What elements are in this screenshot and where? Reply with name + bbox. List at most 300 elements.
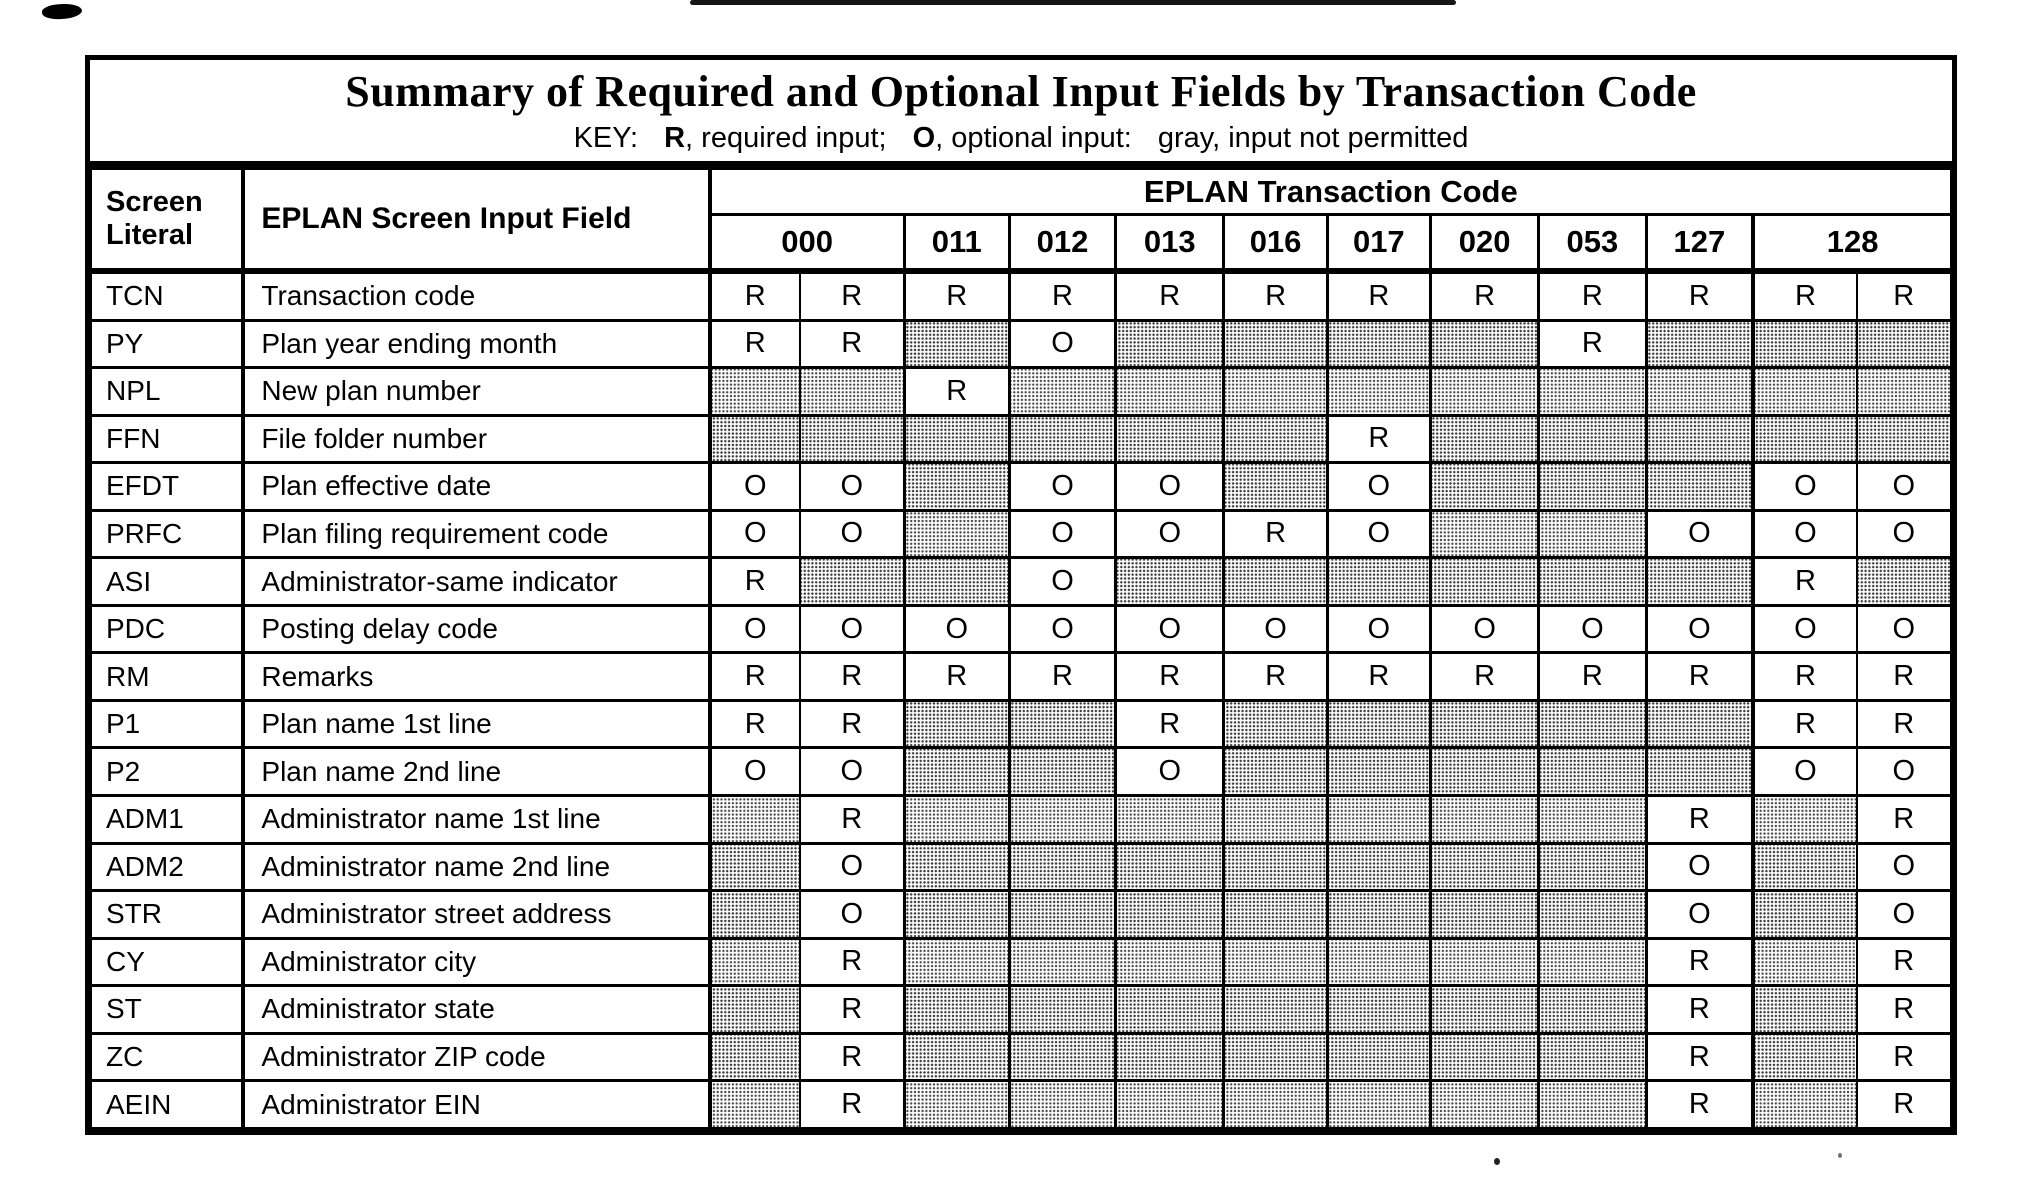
cell-value-TCN-020: R <box>1430 271 1538 321</box>
screen-literal-cell: ADM1 <box>91 796 243 844</box>
cell-not-permitted-P2-017 <box>1327 748 1430 796</box>
cell-not-permitted-CY-016 <box>1224 938 1327 986</box>
cell-value-ASI-128a: R <box>1753 558 1856 606</box>
cell-not-permitted-PY-013 <box>1116 320 1224 368</box>
cell-value-PDC-016: O <box>1224 605 1327 653</box>
cell-not-permitted-ADM2-012 <box>1009 843 1115 891</box>
cell-value-PDC-020: O <box>1430 605 1538 653</box>
cell-not-permitted-AEIN-013 <box>1116 1081 1224 1129</box>
cell-not-permitted-P2-053 <box>1539 748 1646 796</box>
code-header-020: 020 <box>1430 215 1538 271</box>
cell-value-EFDT-000a: O <box>710 463 800 511</box>
cell-value-ASI-000a: R <box>710 558 800 606</box>
cell-value-ADM1-000b: R <box>800 796 904 844</box>
cell-value-RM-053: R <box>1539 653 1646 701</box>
cell-not-permitted-ZC-017 <box>1327 1033 1430 1081</box>
cell-value-TCN-000b: R <box>800 271 904 321</box>
cell-not-permitted-NPL-128a <box>1753 368 1856 416</box>
screen-literal-cell: ST <box>91 986 243 1034</box>
cell-not-permitted-P1-053 <box>1539 700 1646 748</box>
cell-value-ZC-000b: R <box>800 1033 904 1081</box>
table-row-ADM1 <box>91 796 1951 844</box>
cell-not-permitted-ASI-013 <box>1116 558 1224 606</box>
cell-not-permitted-ST-011 <box>904 986 1009 1034</box>
cell-value-PRFC-000a: O <box>710 510 800 558</box>
cell-not-permitted-ST-020 <box>1430 986 1538 1034</box>
input-field-name-cell: File folder number <box>243 415 709 463</box>
cell-value-PRFC-128b: O <box>1857 510 1951 558</box>
cell-value-CY-127: R <box>1646 938 1753 986</box>
cell-value-TCN-053: R <box>1539 271 1646 321</box>
table-row-PDC <box>91 605 1951 653</box>
cell-not-permitted-PY-020 <box>1430 320 1538 368</box>
cell-value-STR-128b: O <box>1857 891 1951 939</box>
cell-not-permitted-AEIN-016 <box>1224 1081 1327 1129</box>
cell-value-PY-000a: R <box>710 320 800 368</box>
cell-not-permitted-FFN-000a <box>710 415 800 463</box>
cell-value-ADM1-128b: R <box>1857 796 1951 844</box>
code-header-012: 012 <box>1009 215 1115 271</box>
cell-not-permitted-AEIN-017 <box>1327 1081 1430 1129</box>
cell-value-FFN-017: R <box>1327 415 1430 463</box>
cell-value-P1-000b: R <box>800 700 904 748</box>
cell-not-permitted-ST-000a <box>710 986 800 1034</box>
column-header-screen-literal <box>91 169 243 271</box>
screen-literal-cell: P1 <box>91 700 243 748</box>
table-row-PY <box>91 320 1951 368</box>
screen-literal-line1: Screen <box>106 185 203 218</box>
cell-value-EFDT-013: O <box>1116 463 1224 511</box>
cell-not-permitted-NPL-017 <box>1327 368 1430 416</box>
cell-not-permitted-STR-020 <box>1430 891 1538 939</box>
input-field-name-cell: Administrator name 2nd line <box>243 843 709 891</box>
cell-value-PDC-127: O <box>1646 605 1753 653</box>
cell-not-permitted-ADM2-013 <box>1116 843 1224 891</box>
cell-value-ADM2-127: O <box>1646 843 1753 891</box>
summary-table-frame <box>85 55 1957 1135</box>
key-gray-text: gray, input not permitted <box>1157 122 1469 154</box>
cell-value-EFDT-017: O <box>1327 463 1430 511</box>
cell-not-permitted-ZC-013 <box>1116 1033 1224 1081</box>
cell-value-TCN-128b: R <box>1857 271 1951 321</box>
table-row-EFDT <box>91 463 1951 511</box>
title-block <box>90 60 1952 167</box>
cell-value-RM-011: R <box>904 653 1009 701</box>
cell-value-PY-012: O <box>1009 320 1115 368</box>
cell-value-PRFC-128a: O <box>1753 510 1856 558</box>
cell-not-permitted-ADM1-053 <box>1539 796 1646 844</box>
cell-not-permitted-EFDT-053 <box>1539 463 1646 511</box>
input-field-name-cell: Administrator street address <box>243 891 709 939</box>
cell-value-RM-016: R <box>1224 653 1327 701</box>
code-header-011: 011 <box>904 215 1009 271</box>
cell-value-PRFC-012: O <box>1009 510 1115 558</box>
input-field-name-cell: Administrator city <box>243 938 709 986</box>
cell-not-permitted-NPL-020 <box>1430 368 1538 416</box>
cell-not-permitted-P2-020 <box>1430 748 1538 796</box>
cell-not-permitted-ZC-128a <box>1753 1033 1856 1081</box>
cell-value-P1-013: R <box>1116 700 1224 748</box>
cell-not-permitted-P1-016 <box>1224 700 1327 748</box>
cell-not-permitted-P1-011 <box>904 700 1009 748</box>
cell-not-permitted-CY-013 <box>1116 938 1224 986</box>
input-field-name-cell: Administrator ZIP code <box>243 1033 709 1081</box>
cell-not-permitted-ADM1-017 <box>1327 796 1430 844</box>
cell-value-PDC-013: O <box>1116 605 1224 653</box>
cell-not-permitted-CY-011 <box>904 938 1009 986</box>
cell-not-permitted-PRFC-020 <box>1430 510 1538 558</box>
input-field-name-cell: Administrator name 1st line <box>243 796 709 844</box>
cell-not-permitted-PRFC-011 <box>904 510 1009 558</box>
screen-literal-cell: P2 <box>91 748 243 796</box>
cell-value-RM-128a: R <box>1753 653 1856 701</box>
cell-not-permitted-ADM1-016 <box>1224 796 1327 844</box>
cell-not-permitted-AEIN-011 <box>904 1081 1009 1129</box>
input-field-name-cell: Remarks <box>243 653 709 701</box>
cell-not-permitted-PY-016 <box>1224 320 1327 368</box>
cell-not-permitted-FFN-000b <box>800 415 904 463</box>
cell-value-RM-000b: R <box>800 653 904 701</box>
cell-value-RM-127: R <box>1646 653 1753 701</box>
cell-value-PDC-012: O <box>1009 605 1115 653</box>
cell-not-permitted-P1-020 <box>1430 700 1538 748</box>
cell-not-permitted-P2-016 <box>1224 748 1327 796</box>
table-row-PRFC <box>91 510 1951 558</box>
cell-not-permitted-P1-127 <box>1646 700 1753 748</box>
cell-value-EFDT-012: O <box>1009 463 1115 511</box>
cell-not-permitted-P2-011 <box>904 748 1009 796</box>
table-row-ASI <box>91 558 1951 606</box>
screen-literal-cell: NPL <box>91 368 243 416</box>
cell-not-permitted-ADM1-020 <box>1430 796 1538 844</box>
cell-not-permitted-ADM2-000a <box>710 843 800 891</box>
input-field-name-cell: Plan name 1st line <box>243 700 709 748</box>
cell-value-ADM2-000b: O <box>800 843 904 891</box>
table-row-FFN <box>91 415 1951 463</box>
cell-not-permitted-ST-128a <box>1753 986 1856 1034</box>
cell-value-PDC-017: O <box>1327 605 1430 653</box>
cell-not-permitted-EFDT-011 <box>904 463 1009 511</box>
input-fields-table <box>90 167 1952 1130</box>
cell-not-permitted-ADM2-011 <box>904 843 1009 891</box>
cell-not-permitted-ADM2-017 <box>1327 843 1430 891</box>
table-row-AEIN <box>91 1081 1951 1129</box>
cell-value-P1-128b: R <box>1857 700 1951 748</box>
cell-not-permitted-FFN-053 <box>1539 415 1646 463</box>
cell-not-permitted-ASI-020 <box>1430 558 1538 606</box>
cell-not-permitted-CY-000a <box>710 938 800 986</box>
cell-value-STR-127: O <box>1646 891 1753 939</box>
cell-not-permitted-ASI-053 <box>1539 558 1646 606</box>
input-field-name-cell: Plan effective date <box>243 463 709 511</box>
code-header-017: 017 <box>1327 215 1430 271</box>
cell-not-permitted-ADM1-000a <box>710 796 800 844</box>
cell-not-permitted-ZC-016 <box>1224 1033 1327 1081</box>
cell-not-permitted-FFN-128b <box>1857 415 1951 463</box>
cell-value-EFDT-128b: O <box>1857 463 1951 511</box>
screen-literal-cell: FFN <box>91 415 243 463</box>
header-row-groups <box>91 169 1951 215</box>
cell-not-permitted-ST-017 <box>1327 986 1430 1034</box>
cell-not-permitted-AEIN-012 <box>1009 1081 1115 1129</box>
cell-not-permitted-EFDT-016 <box>1224 463 1327 511</box>
table-row-ZC <box>91 1033 1951 1081</box>
table-row-CY <box>91 938 1951 986</box>
cell-not-permitted-AEIN-128a <box>1753 1081 1856 1129</box>
input-field-name-cell: Administrator state <box>243 986 709 1034</box>
input-field-name-cell: Plan filing requirement code <box>243 510 709 558</box>
screen-literal-line2: Literal <box>106 218 194 251</box>
cell-value-ST-000b: R <box>800 986 904 1034</box>
screen-literal-cell: AEIN <box>91 1081 243 1129</box>
cell-value-AEIN-128b: R <box>1857 1081 1951 1129</box>
cell-not-permitted-STR-017 <box>1327 891 1430 939</box>
cell-not-permitted-NPL-000b <box>800 368 904 416</box>
cell-not-permitted-PY-128b <box>1857 320 1951 368</box>
cell-value-TCN-016: R <box>1224 271 1327 321</box>
cell-not-permitted-ADM1-013 <box>1116 796 1224 844</box>
cell-value-RM-128b: R <box>1857 653 1951 701</box>
cell-value-PRFC-016: R <box>1224 510 1327 558</box>
cell-not-permitted-ADM1-012 <box>1009 796 1115 844</box>
cell-not-permitted-ADM2-016 <box>1224 843 1327 891</box>
cell-value-P1-128a: R <box>1753 700 1856 748</box>
cell-not-permitted-STR-053 <box>1539 891 1646 939</box>
scan-noise <box>1838 1153 1842 1158</box>
cell-not-permitted-ASI-016 <box>1224 558 1327 606</box>
cell-not-permitted-PY-127 <box>1646 320 1753 368</box>
table-row-ST <box>91 986 1951 1034</box>
cell-not-permitted-STR-012 <box>1009 891 1115 939</box>
cell-not-permitted-ZC-011 <box>904 1033 1009 1081</box>
cell-value-PRFC-000b: O <box>800 510 904 558</box>
cell-not-permitted-FFN-011 <box>904 415 1009 463</box>
cell-not-permitted-ST-016 <box>1224 986 1327 1034</box>
key-required-symbol: R <box>664 122 686 154</box>
screen-literal-cell: PRFC <box>91 510 243 558</box>
screen-literal-cell: CY <box>91 938 243 986</box>
cell-not-permitted-ZC-000a <box>710 1033 800 1081</box>
cell-not-permitted-ASI-000b <box>800 558 904 606</box>
cell-value-PDC-128a: O <box>1753 605 1856 653</box>
column-header-input-field: EPLAN Screen Input Field <box>243 169 709 271</box>
table-row-P1 <box>91 700 1951 748</box>
cell-value-PY-000b: R <box>800 320 904 368</box>
cell-not-permitted-NPL-053 <box>1539 368 1646 416</box>
cell-value-ADM1-127: R <box>1646 796 1753 844</box>
key-prefix: KEY: <box>573 122 639 154</box>
cell-value-EFDT-000b: O <box>800 463 904 511</box>
cell-not-permitted-NPL-013 <box>1116 368 1224 416</box>
code-header-016: 016 <box>1224 215 1327 271</box>
cell-not-permitted-P1-012 <box>1009 700 1115 748</box>
cell-value-P2-000a: O <box>710 748 800 796</box>
cell-not-permitted-P1-017 <box>1327 700 1430 748</box>
input-field-name-cell: Administrator-same indicator <box>243 558 709 606</box>
screen-literal-cell: RM <box>91 653 243 701</box>
cell-not-permitted-NPL-016 <box>1224 368 1327 416</box>
cell-not-permitted-AEIN-000a <box>710 1081 800 1129</box>
cell-value-AEIN-127: R <box>1646 1081 1753 1129</box>
cell-not-permitted-STR-013 <box>1116 891 1224 939</box>
cell-not-permitted-AEIN-020 <box>1430 1081 1538 1129</box>
cell-value-ST-127: R <box>1646 986 1753 1034</box>
cell-not-permitted-NPL-012 <box>1009 368 1115 416</box>
input-field-name-cell: Administrator EIN <box>243 1081 709 1129</box>
cell-value-P2-128a: O <box>1753 748 1856 796</box>
cell-not-permitted-PY-017 <box>1327 320 1430 368</box>
cell-value-PRFC-017: O <box>1327 510 1430 558</box>
cell-value-TCN-013: R <box>1116 271 1224 321</box>
cell-not-permitted-ST-013 <box>1116 986 1224 1034</box>
table-row-TCN <box>91 271 1951 321</box>
cell-value-RM-017: R <box>1327 653 1430 701</box>
cell-value-TCN-128a: R <box>1753 271 1856 321</box>
cell-value-ST-128b: R <box>1857 986 1951 1034</box>
cell-not-permitted-FFN-013 <box>1116 415 1224 463</box>
cell-not-permitted-ZC-012 <box>1009 1033 1115 1081</box>
cell-value-P2-000b: O <box>800 748 904 796</box>
cell-not-permitted-PY-128a <box>1753 320 1856 368</box>
scan-noise <box>1494 1158 1500 1165</box>
table-row-STR <box>91 891 1951 939</box>
cell-value-NPL-011: R <box>904 368 1009 416</box>
cell-not-permitted-ZC-053 <box>1539 1033 1646 1081</box>
cell-value-ZC-128b: R <box>1857 1033 1951 1081</box>
cell-value-PDC-000a: O <box>710 605 800 653</box>
input-field-name-cell: Posting delay code <box>243 605 709 653</box>
code-header-128: 128 <box>1753 215 1951 271</box>
cell-not-permitted-NPL-128b <box>1857 368 1951 416</box>
cell-value-PRFC-127: O <box>1646 510 1753 558</box>
cell-not-permitted-STR-011 <box>904 891 1009 939</box>
cell-not-permitted-ADM1-128a <box>1753 796 1856 844</box>
cell-not-permitted-CY-017 <box>1327 938 1430 986</box>
cell-not-permitted-ADM2-020 <box>1430 843 1538 891</box>
cell-value-TCN-017: R <box>1327 271 1430 321</box>
cell-value-CY-128b: R <box>1857 938 1951 986</box>
cell-not-permitted-STR-128a <box>1753 891 1856 939</box>
input-field-name-cell: New plan number <box>243 368 709 416</box>
screen-literal-cell: TCN <box>91 271 243 321</box>
scan-noise <box>690 0 1456 5</box>
cell-value-AEIN-000b: R <box>800 1081 904 1129</box>
screen-literal-cell: PDC <box>91 605 243 653</box>
cell-value-ASI-012: O <box>1009 558 1115 606</box>
cell-not-permitted-ST-012 <box>1009 986 1115 1034</box>
cell-not-permitted-ST-053 <box>1539 986 1646 1034</box>
cell-not-permitted-NPL-127 <box>1646 368 1753 416</box>
cell-value-RM-020: R <box>1430 653 1538 701</box>
cell-value-TCN-127: R <box>1646 271 1753 321</box>
key-optional-symbol: O <box>912 122 936 154</box>
cell-not-permitted-AEIN-053 <box>1539 1081 1646 1129</box>
cell-not-permitted-P2-012 <box>1009 748 1115 796</box>
cell-not-permitted-ADM2-128a <box>1753 843 1856 891</box>
code-header-013: 013 <box>1116 215 1224 271</box>
cell-not-permitted-FFN-012 <box>1009 415 1115 463</box>
input-field-name-cell: Plan name 2nd line <box>243 748 709 796</box>
cell-not-permitted-PRFC-053 <box>1539 510 1646 558</box>
cell-value-PY-053: R <box>1539 320 1646 368</box>
cell-not-permitted-PY-011 <box>904 320 1009 368</box>
cell-value-RM-013: R <box>1116 653 1224 701</box>
cell-value-TCN-012: R <box>1009 271 1115 321</box>
input-field-name-cell: Transaction code <box>243 271 709 321</box>
cell-value-CY-000b: R <box>800 938 904 986</box>
table-row-P2 <box>91 748 1951 796</box>
cell-not-permitted-STR-016 <box>1224 891 1327 939</box>
screen-literal-cell: ADM2 <box>91 843 243 891</box>
screen-literal-cell: STR <box>91 891 243 939</box>
cell-not-permitted-FFN-020 <box>1430 415 1538 463</box>
cell-not-permitted-FFN-016 <box>1224 415 1327 463</box>
table-row-NPL <box>91 368 1951 416</box>
cell-not-permitted-EFDT-020 <box>1430 463 1538 511</box>
cell-value-ADM2-128b: O <box>1857 843 1951 891</box>
scan-noise <box>42 3 83 21</box>
cell-not-permitted-CY-020 <box>1430 938 1538 986</box>
cell-not-permitted-NPL-000a <box>710 368 800 416</box>
legend-key <box>90 120 1952 156</box>
table-row-RM <box>91 653 1951 701</box>
cell-value-RM-012: R <box>1009 653 1115 701</box>
cell-value-PDC-053: O <box>1539 605 1646 653</box>
cell-not-permitted-EFDT-127 <box>1646 463 1753 511</box>
cell-not-permitted-ASI-128b <box>1857 558 1951 606</box>
cell-not-permitted-ASI-017 <box>1327 558 1430 606</box>
input-field-name-cell: Plan year ending month <box>243 320 709 368</box>
cell-not-permitted-ADM2-053 <box>1539 843 1646 891</box>
cell-not-permitted-P2-127 <box>1646 748 1753 796</box>
cell-value-P2-128b: O <box>1857 748 1951 796</box>
page-title: Summary of Required and Optional Input Fields by Transaction Code <box>345 67 1697 116</box>
cell-not-permitted-CY-053 <box>1539 938 1646 986</box>
key-required-text: , required input; <box>685 122 887 154</box>
cell-not-permitted-FFN-127 <box>1646 415 1753 463</box>
cell-value-P1-000a: R <box>710 700 800 748</box>
cell-not-permitted-CY-012 <box>1009 938 1115 986</box>
cell-not-permitted-STR-000a <box>710 891 800 939</box>
cell-value-STR-000b: O <box>800 891 904 939</box>
screen-literal-cell: ZC <box>91 1033 243 1081</box>
cell-value-TCN-000a: R <box>710 271 800 321</box>
cell-value-RM-000a: R <box>710 653 800 701</box>
code-header-053: 053 <box>1539 215 1646 271</box>
screen-literal-cell: EFDT <box>91 463 243 511</box>
cell-value-EFDT-128a: O <box>1753 463 1856 511</box>
cell-not-permitted-CY-128a <box>1753 938 1856 986</box>
cell-not-permitted-FFN-128a <box>1753 415 1856 463</box>
screen-literal-cell: PY <box>91 320 243 368</box>
cell-value-PDC-000b: O <box>800 605 904 653</box>
cell-not-permitted-ZC-020 <box>1430 1033 1538 1081</box>
cell-value-P2-013: O <box>1116 748 1224 796</box>
cell-value-ZC-127: R <box>1646 1033 1753 1081</box>
cell-value-TCN-011: R <box>904 271 1009 321</box>
key-optional-text: , optional input: <box>935 122 1132 154</box>
cell-value-PDC-128b: O <box>1857 605 1951 653</box>
code-header-127: 127 <box>1646 215 1753 271</box>
cell-not-permitted-ADM1-011 <box>904 796 1009 844</box>
table-row-ADM2 <box>91 843 1951 891</box>
cell-value-PDC-011: O <box>904 605 1009 653</box>
column-group-header-transaction-code: EPLAN Transaction Code <box>710 169 1951 215</box>
cell-not-permitted-ASI-127 <box>1646 558 1753 606</box>
code-header-000: 000 <box>710 215 905 271</box>
screen-literal-cell: ASI <box>91 558 243 606</box>
cell-value-PRFC-013: O <box>1116 510 1224 558</box>
